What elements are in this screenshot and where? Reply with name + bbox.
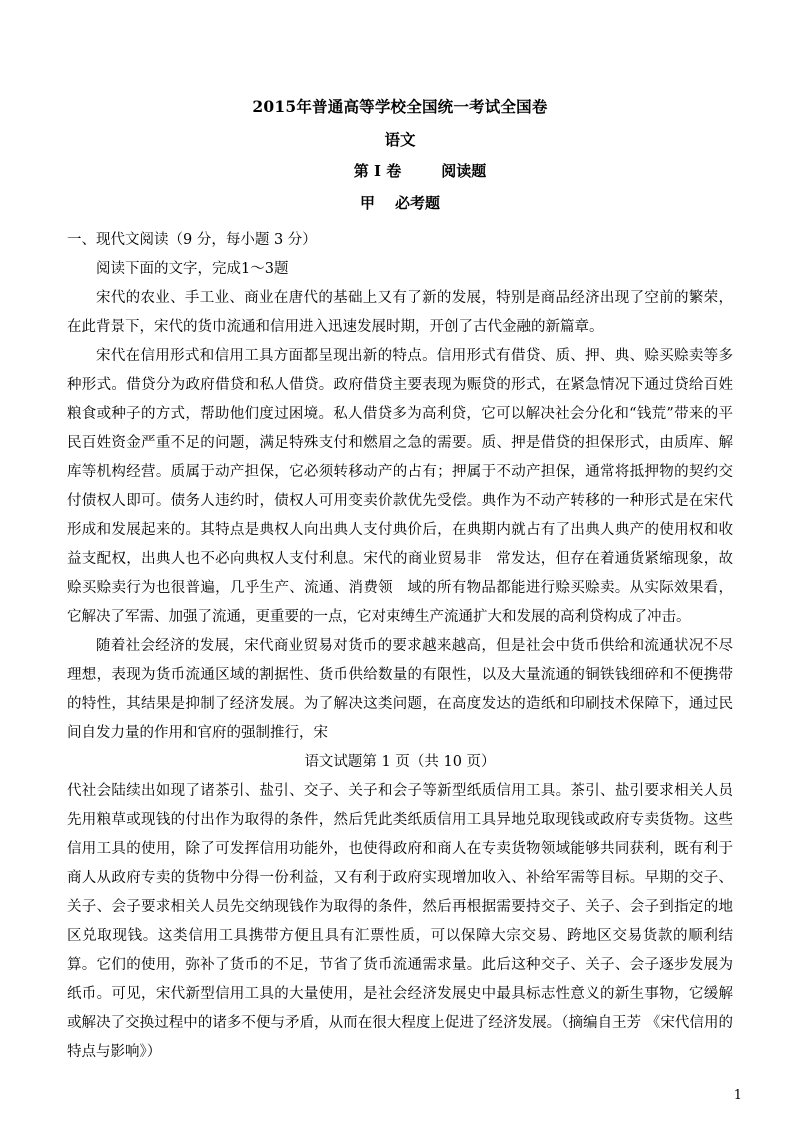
page-title: 2015年普通高等学校全国统一考试全国卷 xyxy=(252,97,548,116)
reading-instruction: 阅读下面的文字，完成1～3题 xyxy=(96,261,289,277)
part-label: 甲 xyxy=(359,194,375,212)
subject-title: 语文 xyxy=(384,130,416,149)
volume-heading xyxy=(67,157,733,186)
passage-paragraph-2-part-b: 常发达，但存在着通货紧缩现象，故赊买赊卖行为也很普遍，几乎生产、流通、消费领 xyxy=(67,551,734,596)
volume-section-label: 阅读题 xyxy=(441,162,487,180)
passage-paragraph-2-part-c: 域的所有物品都能进行赊买赊卖。从实际效果看，它解决了军需、加强了流通，更重要的一点，它对束缚生产流通扩大和发展的高利贷构成了冲击。 xyxy=(67,580,733,625)
top-spacer xyxy=(67,0,733,92)
footer-page-number: 1 xyxy=(733,1088,742,1103)
section-one-heading: 一、现代文阅读（9 分，每小题 3 分） xyxy=(67,232,317,248)
part-heading xyxy=(67,189,733,218)
volume-label: 第 I 卷 xyxy=(353,162,402,180)
passage-paragraph-2-part-a: 宋代在信用形式和信用工具方面都呈现出新的特点。信用形式有借贷、质、押、典、赊买赊卖等多种形式。借贷分为政府借贷和私人借贷。政府借贷主要表现为赈贷的形式，在紧急情况下通过贷给百姓粮食或种子的方式，帮助他们度过困境。私人借贷多为高利贷，它可以解决社会分化和“钱荒”带来的平民百姓资金严重不足的问题，满足特殊支付和燃眉之急的需要。质、押是借贷的担保形式，由质库、解库等机构经营。质属于动产担保，它必须转移动产的占有；押属于不动产担保，通常将抵押物的契约交付债权人即可。债务人违约时，债权人可用变卖价款优先受偿。典作为不动产转移的一种形式是在宋代形成和发展起来的。其特点是典权人向出典人支付典价后，在典期内就占有了出典人典产的使用权和收益支配权，出典人也不必向典权人支付利息。宋代的商业贸易非 xyxy=(67,348,733,567)
passage-paragraph-1: 宋代的农业、手工业、商业在唐代的基础上又有了新的发展，特别是商品经济出现了空前的繁荣，在此背景下，宋代的货巾流通和信用进入迅速发展时期，开创了古代金融的新篇章。 xyxy=(67,290,733,335)
passage-paragraph-2 xyxy=(67,342,733,632)
passage-paragraph-3: 随着社会经济的发展，宋代商业贸易对货币的要求越来越高，但是社会中货币供给和流通状况不尽理想，表现为货币流通区域的割据性、货币供给数量的有限性，以及大量流通的铜铁钱细碎和不便携带的特性，其结果是抑制了经济发展。为了解决这类问题，在高度发达的造纸和印刷技术保障下，通过民间自发力量的作用和官府的强制推行，宋 xyxy=(67,638,733,741)
inline-page-marker: 语文试题第 1 页（共 10 页） xyxy=(304,754,496,770)
part-name-label: 必考题 xyxy=(395,194,441,212)
passage-paragraph-4: 代社会陆续出如现了诸茶引、盐引、交子、关子和会子等新型纸质信用工具。茶引、盐引要求相关人员先用粮草或现钱的付出作为取得的条件，然后凭此类纸质信用工具异地兑取现钱或政府专卖货物。这些信用工具的使用，除了可发挥信用功能外，也使得政府和商人在专卖货物领域能够共同获利，既有利于商人从政府专卖的货物中分得一份利益，又有利于政府实现增加收入、补给军需等目标。早期的交子、关子、会子要求相关人员先交纳现钱作为取得的条件，然后再根据需要持交子、关子、会子到指定的地区兑取现钱。这类信用工具携带方便且具有汇票性质，可以保障大宗交易、跨地区交易货款的顺利结算。它们的使用，弥补了货币的不足，节省了货币流通需求量。此后这种交子、关子、会子逐步发展为纸币。可见，宋代新型信用工具的大量使用，是社会经济发展史中最具标志性意义的新生事物，它缓解或解决了交换过程中的诸多不便与矛盾，从而在很大程度上促进了经济发展。（摘编自王芳 《宋代信用的特点与影响》） xyxy=(67,783,733,1060)
